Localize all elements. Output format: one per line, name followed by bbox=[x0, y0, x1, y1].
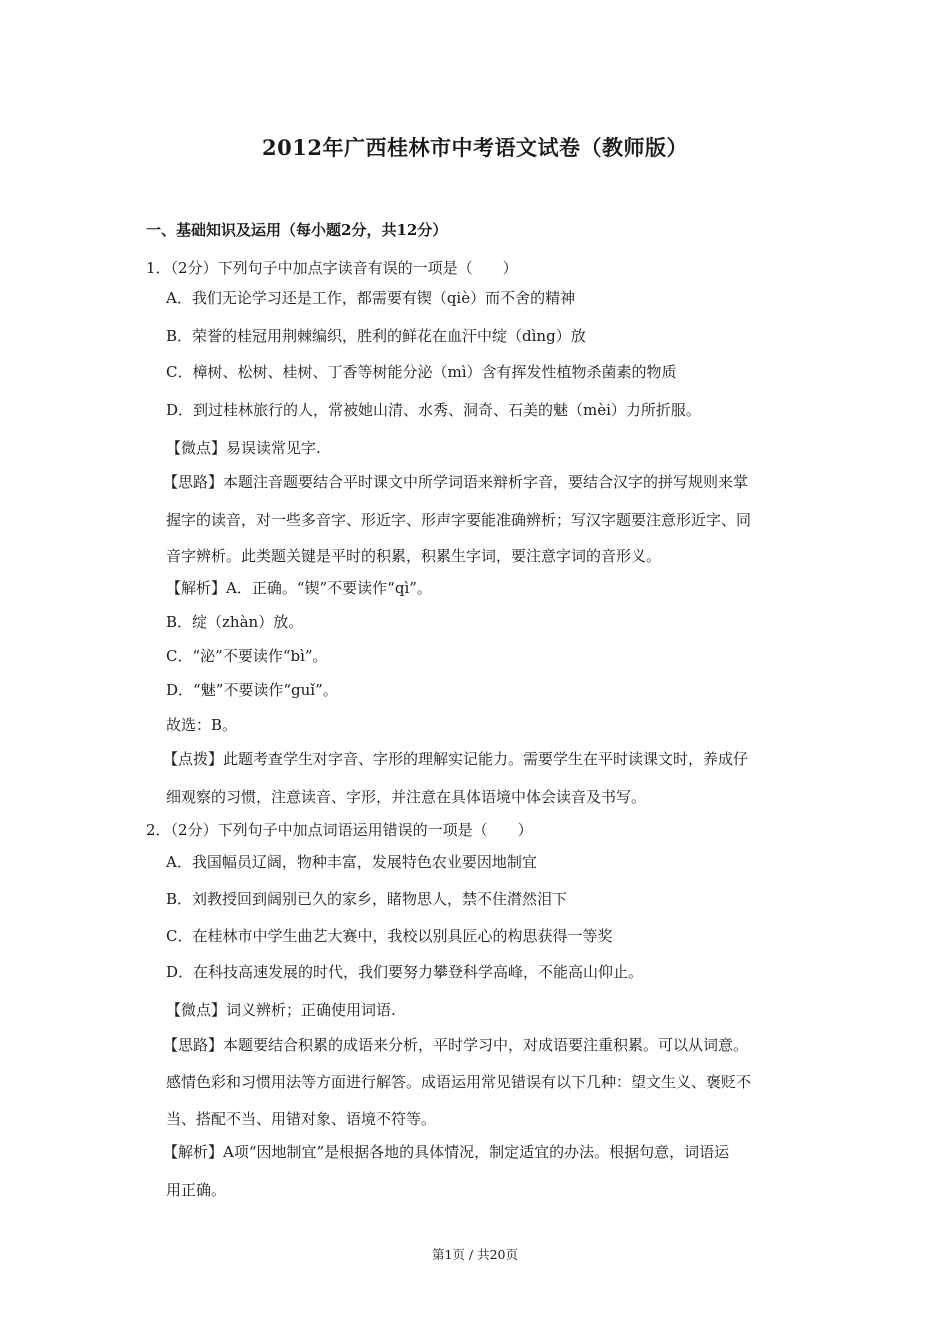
q2-weidian: 【微点】词义辨析；正确使用词语. bbox=[166, 1001, 396, 1019]
q2-silu-line-2: 感情色彩和习惯用法等方面进行解答。成语运用常见错误有以下几种：望文生义、褒贬不 bbox=[166, 1073, 752, 1091]
q1-silu-line-3: 音字辨析。此类题关键是平时的积累，积累生字词，要注意字词的音形义。 bbox=[166, 547, 662, 565]
q2-jiexi-line-1: 【解析】A项“因地制宜”是根据各地的具体情况，制定适宜的办法。根据句意，词语运 bbox=[163, 1143, 730, 1161]
q1-jiexi-b: B．绽（zhàn）放。 bbox=[166, 613, 304, 631]
page-footer: 第1页 / 共20页 bbox=[431, 1247, 519, 1262]
q1-option-c: C．樟树、松树、桂树、丁香等树能分泌（mì）含有挥发性植物杀菌素的物质 bbox=[166, 363, 677, 381]
q1-option-d: D．到过桂林旅行的人，常被她山清、水秀、洞奇、石美的魅（mèi）力所折服。 bbox=[166, 401, 701, 419]
section-header: 一、基础知识及运用（每小题2分，共12分） bbox=[146, 221, 448, 239]
q1-dianbo-line-1: 【点拨】此题考查学生对字音、字形的理解实记能力。需要学生在平时读课文时，养成仔 bbox=[163, 750, 749, 768]
q1-option-a: A．我们无论学习还是工作，都需要有锲（qiè）而不舍的精神 bbox=[166, 289, 576, 307]
question-2-stem: 2．（2分）下列句子中加点词语运用错误的一项是（ ） bbox=[146, 821, 533, 839]
q2-option-a: A．我国幅员辽阔，物种丰富，发展特色农业要因地制宜 bbox=[166, 853, 537, 871]
q1-answer: 故选：B。 bbox=[166, 716, 238, 734]
q1-dianbo-line-2: 细观察的习惯，注意读音、字形，并注意在具体语境中体会读音及书写。 bbox=[166, 788, 647, 806]
q2-option-c: C．在桂林市中学生曲艺大赛中，我校以别具匠心的构思获得一等奖 bbox=[166, 927, 613, 945]
q2-silu-line-1: 【思路】本题要结合积累的成语来分析，平时学习中，对成语要注重积累。可以从词意。 bbox=[163, 1036, 749, 1054]
q1-option-b: B．荣誉的桂冠用荆棘编织，胜利的鲜花在血汗中绽（dìng）放 bbox=[166, 327, 586, 345]
q1-jiexi-a: 【解析】A．正确。“锲”不要读作“qì”。 bbox=[166, 579, 432, 597]
q2-option-d: D．在科技高速发展的时代，我们要努力攀登科学高峰，不能高山仰止。 bbox=[166, 963, 644, 981]
q2-jiexi-line-2: 用正确。 bbox=[166, 1181, 227, 1199]
q1-weidian: 【微点】易误读常见字. bbox=[166, 439, 321, 457]
q2-silu-line-3: 当、搭配不当、用错对象、语境不符等。 bbox=[166, 1110, 437, 1128]
q1-jiexi-c: C．“泌”不要读作“bì”。 bbox=[166, 647, 328, 665]
question-1-stem: 1．（2分）下列句子中加点字读音有误的一项是（ ） bbox=[146, 259, 518, 277]
q2-option-b: B．刘教授回到阔别已久的家乡，睹物思人，禁不住潸然泪下 bbox=[166, 890, 568, 908]
q1-silu-line-2: 握字的读音，对一些多音字、形近字、形声字要能准确辨析；写汉字题要注意形近字、同 bbox=[166, 511, 752, 529]
page-title: 2012年广西桂林市中考语文试卷（教师版） bbox=[262, 135, 688, 160]
q1-jiexi-d: D．“魅”不要读作“guǐ”。 bbox=[166, 681, 338, 699]
q1-silu-line-1: 【思路】本题注音题要结合平时课文中所学词语来辩析字音，要结合汉字的拼写规则来掌 bbox=[163, 473, 749, 491]
